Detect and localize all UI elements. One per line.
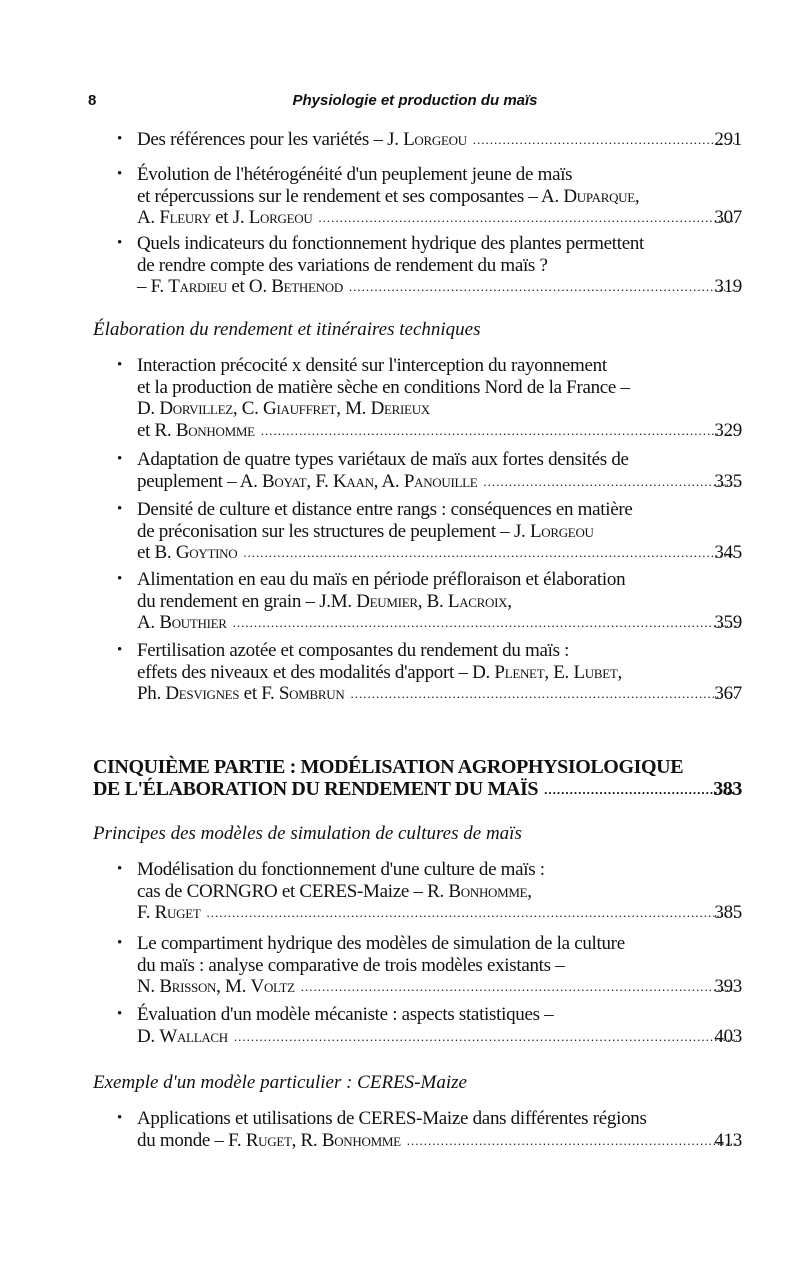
entry-line	[0, 757, 800, 779]
entry-text: et R.	[137, 419, 176, 441]
toc-entry	[0, 859, 800, 924]
entry-text: , E.	[544, 661, 574, 683]
entry-line	[0, 881, 800, 903]
page-number: 8	[88, 92, 97, 109]
dot-leader	[473, 129, 737, 151]
dot-leader	[318, 207, 737, 229]
section-heading: Exemple d'un modèle particulier : CERES-Maize	[93, 1072, 467, 1093]
entry-line	[0, 420, 800, 442]
page-ref[interactable]: 413	[714, 1129, 742, 1151]
entry-line	[0, 499, 800, 521]
leader-line	[137, 683, 741, 705]
entry-line	[0, 449, 800, 471]
entry-line	[0, 933, 800, 955]
entry-text: Ph.	[137, 683, 166, 704]
entry-text: DE L'ÉLABORATION DU RENDEMENT DU MAÏS	[93, 777, 539, 800]
leader-line	[137, 976, 741, 998]
entry-line	[0, 640, 800, 662]
author-name: Giauffret	[263, 398, 337, 419]
page-ref[interactable]: 383	[713, 777, 742, 800]
author-name: Duparque	[563, 185, 635, 207]
bullet-icon: •	[117, 571, 122, 587]
leader-line	[137, 1026, 741, 1048]
page-ref[interactable]: 319	[714, 276, 742, 297]
toc-entry	[0, 499, 800, 564]
entry-line	[0, 1130, 800, 1152]
page-ref[interactable]: 385	[714, 902, 742, 923]
entry-text: de préconisation sur les structures de peuplement – J.	[137, 520, 530, 542]
entry-line	[0, 186, 800, 208]
dot-leader	[483, 471, 737, 493]
entry-text: D.	[137, 398, 160, 419]
toc-entry	[0, 1108, 800, 1151]
author-name: Bethenod	[271, 276, 343, 297]
entry-text: D.	[137, 1025, 160, 1047]
bullet-icon: •	[117, 935, 122, 951]
entry-text: et J.	[210, 207, 249, 228]
bullet-icon: •	[117, 166, 122, 182]
entry-line	[0, 976, 800, 998]
toc-entry	[0, 449, 800, 492]
entry-text: CINQUIÈME PARTIE : MODÉLISATION AGROPHYSIOLOGIQUE	[93, 756, 684, 778]
entry-text: cas de CORNGRO et CERES-Maize – R.	[137, 880, 449, 902]
entry-text: peuplement – A.	[137, 470, 263, 492]
toc-entry	[0, 933, 800, 998]
entry-line	[0, 1026, 800, 1048]
author-name: Ruget	[154, 902, 201, 923]
author-name: Voltz	[250, 976, 295, 997]
leader-line	[137, 420, 741, 442]
author-name: Brisson	[159, 976, 217, 997]
bullet-icon: •	[117, 861, 122, 877]
author-name: Bonhomme	[448, 880, 528, 902]
entry-text: Quels indicateurs du fonctionnement hydrique des plantes permettent	[137, 233, 645, 254]
bullet-icon: •	[117, 451, 122, 467]
leader-line	[137, 471, 741, 493]
entry-line	[0, 662, 800, 684]
dot-leader	[349, 276, 737, 298]
author-name: Lorgeou	[248, 207, 313, 228]
entry-text: Le compartiment hydrique des modèles de simulation de la culture	[137, 933, 625, 954]
entry-text: Évaluation d'un modèle mécaniste : aspects statistiques –	[137, 1004, 554, 1025]
entry-text: , M.	[336, 398, 371, 419]
toc-entry	[0, 569, 800, 634]
entry-text: Alimentation en eau du maïs en période préfloraison et élaboration	[137, 569, 626, 590]
entry-line	[0, 207, 800, 229]
author-name: Lorgeou	[529, 520, 594, 542]
leader-line	[137, 207, 741, 229]
section-heading: Élaboration du rendement et itinéraires techniques	[93, 319, 481, 340]
entry-text: de rendre compte des variations de rendement du maïs ?	[137, 254, 548, 276]
leader-line	[137, 902, 741, 924]
leader-line	[137, 612, 741, 634]
author-name: Ruget	[245, 1129, 292, 1151]
dot-leader	[233, 612, 737, 634]
entry-text: , R.	[291, 1129, 322, 1151]
entry-text: et B.	[137, 542, 176, 563]
bullet-icon: •	[117, 501, 122, 517]
bullet-icon: •	[117, 1110, 122, 1126]
author-name: Lorgeou	[403, 129, 467, 150]
entry-text: ,	[617, 661, 622, 683]
author-name: Desvignes	[165, 683, 240, 704]
page-ref[interactable]: 393	[714, 976, 742, 997]
page-ref[interactable]: 403	[714, 1025, 742, 1047]
entry-text: Modélisation du fonctionnement d'une culture de maïs :	[137, 859, 545, 880]
entry-line	[0, 471, 800, 493]
entry-text: et la production de matière sèche en conditions Nord de la France –	[137, 376, 630, 398]
entry-text: et O.	[226, 276, 272, 297]
leader-line	[137, 276, 741, 298]
entry-line	[0, 955, 800, 977]
toc-entry	[0, 640, 800, 705]
entry-line	[0, 164, 800, 186]
dot-leader	[243, 542, 737, 564]
dot-leader	[407, 1130, 737, 1152]
entry-text: et F.	[239, 683, 279, 704]
entry-text: Adaptation de quatre types variétaux de maïs aux fortes densités de	[137, 449, 629, 470]
entry-text: Interaction précocité x densité sur l'interception du rayonnement	[137, 355, 607, 376]
entry-line	[0, 377, 800, 399]
entry-line	[0, 859, 800, 881]
entry-line	[0, 276, 800, 298]
page-ref[interactable]: 291	[714, 129, 742, 150]
page-ref[interactable]: 367	[714, 683, 742, 704]
author-name: Deumier	[356, 590, 418, 612]
entry-text: , B.	[417, 590, 448, 612]
toc-entry	[0, 129, 800, 151]
section-heading: Principes des modèles de simulation de cultures de maïs	[93, 823, 522, 844]
entry-text: F.	[137, 902, 155, 923]
author-name: Kaan	[332, 470, 374, 492]
entry-text: Densité de culture et distance entre rangs : conséquences en matière	[137, 499, 633, 520]
entry-line	[0, 255, 800, 277]
toc-entry	[0, 1004, 800, 1047]
author-name: Panouille	[403, 470, 478, 492]
entry-text: , A.	[373, 470, 404, 492]
author-name: Bonhomme	[321, 1129, 401, 1151]
entry-text: A.	[137, 207, 160, 228]
entry-line	[0, 1108, 800, 1130]
dot-leader	[544, 779, 735, 801]
page-ref[interactable]: 335	[714, 470, 742, 492]
entry-text: Fertilisation azotée et composantes du rendement du maïs :	[137, 640, 570, 661]
page-ref[interactable]: 359	[714, 612, 742, 633]
entry-line	[0, 542, 800, 564]
author-name: Sombrun	[278, 683, 345, 704]
entry-text: ,	[527, 880, 532, 902]
entry-text: du monde – F.	[137, 1129, 246, 1151]
entry-line	[0, 902, 800, 924]
entry-line	[0, 355, 800, 377]
page-ref[interactable]: 329	[714, 419, 742, 441]
toc-entry	[0, 233, 800, 298]
entry-text: Des références pour les variétés – J.	[137, 129, 404, 150]
entry-text: , C.	[232, 398, 264, 419]
entry-text: ,	[634, 185, 640, 207]
author-name: Dorvillez	[159, 398, 233, 419]
toc-entry	[0, 164, 800, 229]
entry-line	[0, 233, 800, 255]
entry-line	[0, 398, 800, 420]
dot-leader	[301, 976, 737, 998]
author-name: Bonhomme	[175, 419, 255, 441]
bullet-icon: •	[117, 642, 122, 658]
entry-line	[0, 612, 800, 634]
bullet-icon: •	[117, 235, 122, 251]
bullet-icon: •	[117, 357, 122, 373]
author-name: Wallach	[159, 1025, 228, 1047]
dot-leader	[261, 420, 737, 442]
leader-line	[93, 779, 739, 801]
entry-text: A.	[137, 612, 160, 633]
page-ref[interactable]: 307	[714, 207, 742, 228]
entry-text: Évolution de l'hétérogénéité d'un peuplement jeune de maïs	[137, 164, 573, 185]
dot-leader	[350, 683, 737, 705]
entry-line	[0, 683, 800, 705]
entry-text: et répercussions sur le rendement et ses composantes – A.	[137, 185, 564, 207]
author-name: Goytino	[175, 542, 238, 563]
entry-line	[0, 1004, 800, 1026]
dot-leader	[207, 902, 738, 924]
bullet-icon: •	[117, 131, 122, 147]
entry-text: Applications et utilisations de CERES-Maize dans différentes régions	[137, 1108, 647, 1129]
entry-text: du maïs : analyse comparative de trois modèles existants –	[137, 954, 565, 976]
entry-text: , F.	[306, 470, 333, 492]
entry-text: N.	[137, 976, 160, 997]
page-ref[interactable]: 345	[714, 542, 742, 563]
entry-text: effets des niveaux et des modalités d'apport – D.	[137, 661, 495, 683]
entry-line	[0, 521, 800, 543]
part-heading	[0, 757, 800, 800]
entry-text: – F.	[137, 276, 169, 297]
entry-line	[0, 129, 800, 151]
entry-line	[0, 591, 800, 613]
running-title: Physiologie et production du maïs	[292, 92, 538, 109]
dot-leader	[234, 1026, 737, 1048]
entry-text: ,	[507, 590, 512, 612]
leader-line	[137, 1130, 741, 1152]
entry-line	[0, 779, 800, 801]
entry-text: du rendement en grain – J.M.	[137, 590, 357, 612]
entry-text: , M.	[216, 976, 251, 997]
entry-line	[0, 569, 800, 591]
leader-line	[137, 542, 741, 564]
author-name: Plenet	[494, 661, 545, 683]
bullet-icon: •	[117, 1006, 122, 1022]
author-name: Lacroix	[447, 590, 508, 612]
author-name: Fleury	[159, 207, 211, 228]
author-name: Boyat	[262, 470, 307, 492]
author-name: Bouthier	[159, 612, 227, 633]
author-name: Lubet	[573, 661, 618, 683]
author-name: Derieux	[370, 398, 430, 419]
leader-line	[137, 129, 741, 151]
author-name: Tardieu	[168, 276, 227, 297]
toc-entry	[0, 355, 800, 441]
